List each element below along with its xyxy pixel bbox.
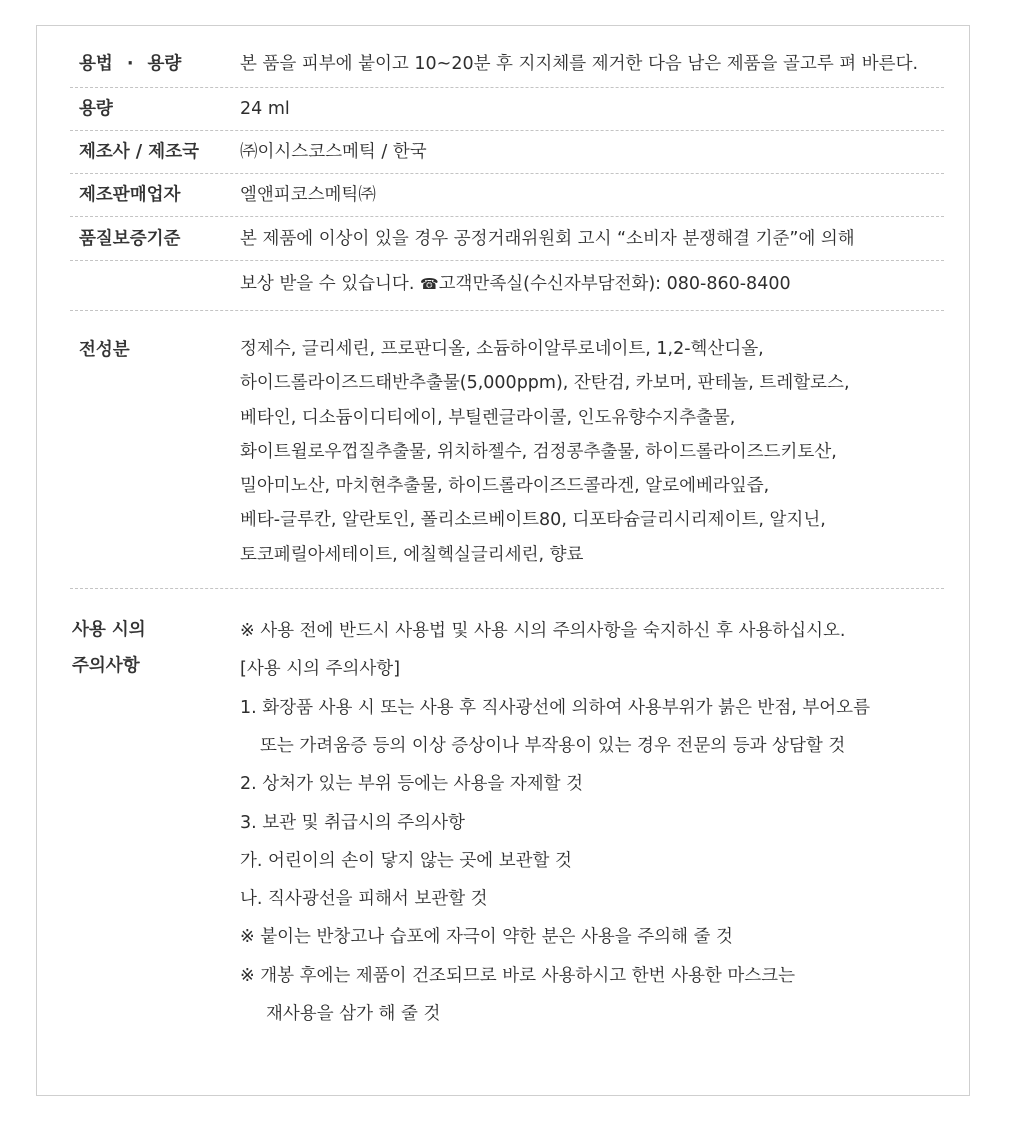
- phone-icon: ☎: [419, 275, 439, 293]
- precaution-line: 가. 어린이의 손이 닿지 않는 곳에 보관할 것: [240, 850, 572, 871]
- usage-row: [70, 39, 944, 88]
- manufacturer-value: ㈜이시스코스메틱 / 한국: [240, 142, 427, 162]
- compensation-text: 보상 받을 수 있습니다.: [240, 274, 420, 294]
- label-separator: ·: [126, 54, 134, 74]
- ingredients-line: 베타-글루칸, 알란토인, 폴리소르베이트80, 디포타슘글리시리제이트, 알지닌,: [240, 510, 826, 531]
- precautions-row: [70, 589, 944, 1033]
- ingredients-line: 베타인, 디소듐이디티에이, 부틸렌글라이콜, 인도유향수지추출물,: [240, 407, 736, 428]
- volume-label: 용량: [79, 99, 113, 119]
- ingredients-line: 토코페릴아세테이트, 에칠헥실글리세린, 향료: [240, 544, 584, 565]
- product-info-panel: [36, 25, 970, 1096]
- ingredients-list: [240, 332, 944, 572]
- precautions-label: [70, 612, 240, 1033]
- precaution-line: 나. 직사광선을 피해서 보관할 것: [240, 889, 488, 910]
- precaution-line: 3. 보관 및 취급시의 주의사항: [240, 812, 465, 833]
- ingredients-row: [70, 311, 944, 589]
- precaution-line: 1. 화장품 사용 시 또는 사용 후 직사광선에 의하여 사용부위가 붉은 반점, 부어오름: [240, 697, 870, 718]
- precaution-line: ※ 사용 전에 반드시 사용법 및 사용 시의 주의사항을 숙지하신 후 사용하십시오.: [240, 621, 846, 642]
- manufacturer-label: 제조사 / 제조국: [79, 142, 200, 162]
- quality-value-line2: [240, 261, 944, 310]
- precautions-label-line: 사용 시의: [72, 620, 146, 641]
- usage-value: 본 품을 피부에 붙이고 10~20분 후 지지체를 제거한 다음 남은 제품을 골고루 펴 바른다.: [240, 54, 919, 74]
- distributor-label: 제조판매업자: [79, 185, 181, 205]
- quality-label: 품질보증기준: [79, 229, 181, 249]
- manufacturer-row: [70, 131, 944, 174]
- customer-service-text: 고객만족실(수신자부담전화): 080-860-8400: [438, 274, 791, 294]
- quality-row-cont: [70, 261, 944, 311]
- dosage-label-text: 용량: [147, 54, 182, 74]
- distributor-value: 엘앤피코스메틱㈜: [240, 185, 376, 205]
- precautions-list: [240, 612, 944, 1033]
- quality-label-empty: [70, 261, 240, 310]
- quality-value-line1: 본 제품에 이상이 있을 경우 공정거래위원회 고시 “소비자 분쟁해결 기준”에 의해: [240, 229, 855, 249]
- ingredients-line: 하이드롤라이즈드태반추출물(5,000ppm), 잔탄검, 카보머, 판테놀, 트레할로스,: [240, 373, 850, 394]
- ingredients-line: 화이트윌로우껍질추출물, 위치하젤수, 검정콩추출물, 하이드롤라이즈드키토산,: [240, 441, 837, 462]
- usage-label-text: 용법: [79, 54, 113, 74]
- precaution-line: [사용 시의 주의사항]: [240, 659, 401, 680]
- volume-value: 24 ml: [240, 99, 290, 119]
- product-info-table: [70, 39, 944, 1033]
- ingredients-label: 전성분: [79, 340, 130, 360]
- usage-label: [70, 39, 240, 87]
- precaution-line: 또는 가려움증 등의 이상 증상이나 부작용이 있는 경우 전문의 등과 상담할 것: [260, 735, 846, 756]
- precaution-line: ※ 붙이는 반창고나 습포에 자극이 약한 분은 사용을 주의해 줄 것: [240, 927, 733, 948]
- precautions-label-line: 주의사항: [72, 656, 140, 677]
- quality-row: [70, 217, 944, 261]
- precaution-line: 2. 상처가 있는 부위 등에는 사용을 자제할 것: [240, 774, 584, 795]
- ingredients-line: 정제수, 글리세린, 프로판디올, 소듐하이알루로네이트, 1,2-헥산디올,: [240, 339, 764, 359]
- volume-row: [70, 88, 944, 131]
- precaution-line: 재사용을 삼가 해 줄 것: [266, 1004, 441, 1025]
- ingredients-line: 밀아미노산, 마치현추출물, 하이드롤라이즈드콜라겐, 알로에베라잎즙,: [240, 476, 770, 497]
- distributor-row: [70, 174, 944, 217]
- precaution-line: ※ 개봉 후에는 제품이 건조되므로 바로 사용하시고 한번 사용한 마스크는: [240, 965, 795, 986]
